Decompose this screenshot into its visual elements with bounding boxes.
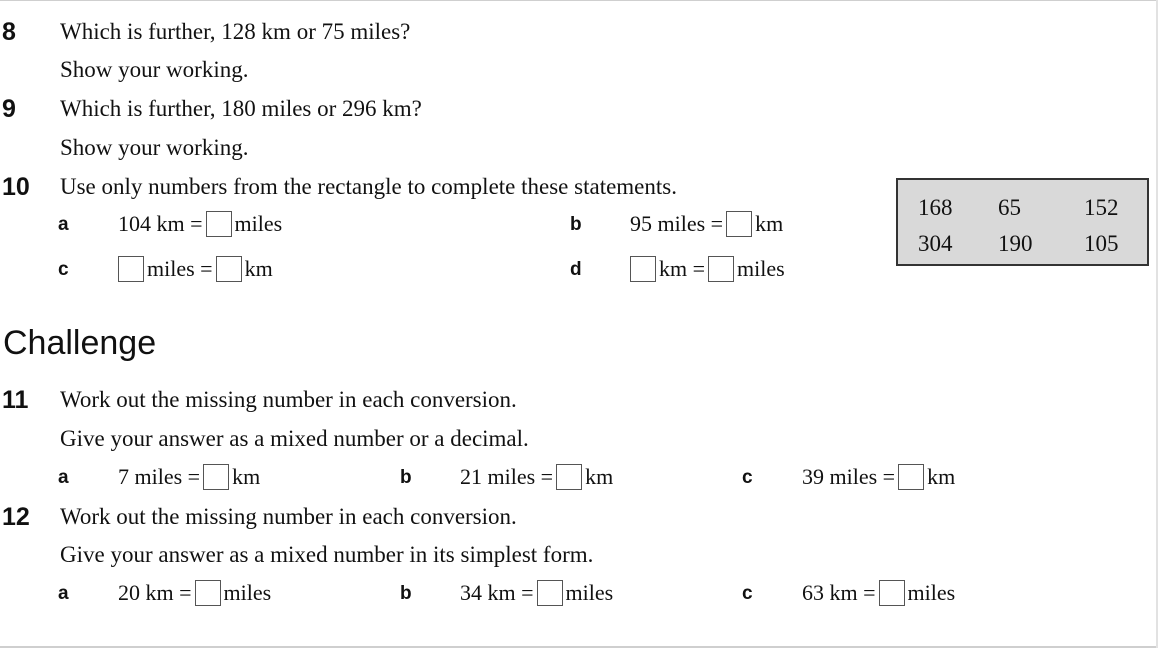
- part-left-text: 104 km =: [118, 211, 203, 236]
- question-8-number: 8: [2, 18, 16, 46]
- question-10-text: Use only numbers from the rectangle to complete these statements.: [60, 174, 677, 199]
- answer-box[interactable]: [216, 256, 242, 282]
- rectangle-number: 190: [998, 231, 1033, 256]
- part-right-text: km: [232, 464, 261, 489]
- question-12c: [742, 580, 955, 606]
- question-9-number: 9: [2, 95, 16, 123]
- part-label: a: [58, 213, 69, 235]
- answer-box[interactable]: [195, 580, 221, 606]
- question-10b: [570, 211, 783, 237]
- part-right-text: km: [244, 256, 273, 281]
- part-label: a: [58, 466, 69, 488]
- question-9-instruction: Show your working.: [60, 135, 249, 160]
- part-left-text: 7 miles =: [118, 464, 201, 489]
- part-label: b: [400, 466, 412, 488]
- part-right-text: miles: [223, 580, 272, 605]
- question-10-number: 10: [2, 173, 30, 201]
- question-11-number: 11: [2, 386, 29, 414]
- answer-box[interactable]: [708, 256, 734, 282]
- question-10c: [58, 256, 273, 282]
- part-left-text: 20 km =: [118, 580, 192, 605]
- rectangle-number: 168: [918, 195, 953, 220]
- question-11-text: Work out the missing number in each conversion.: [60, 387, 517, 412]
- rectangle-number: 65: [998, 195, 1021, 220]
- part-right-text: miles: [907, 580, 956, 605]
- part-mid-text: miles =: [147, 256, 213, 281]
- top-border: [0, 0, 1158, 1]
- rectangle-number: 304: [918, 231, 953, 256]
- part-mid-text: km =: [659, 256, 706, 281]
- part-label: a: [58, 582, 69, 604]
- part-label: b: [400, 582, 412, 604]
- question-8-instruction: Show your working.: [60, 57, 249, 82]
- part-right-text: miles: [737, 256, 785, 281]
- part-left-text: 21 miles =: [460, 464, 554, 489]
- question-11b: [400, 464, 613, 490]
- answer-box[interactable]: [630, 256, 656, 282]
- question-10a: [58, 211, 282, 237]
- challenge-heading: Challenge: [3, 324, 157, 362]
- answer-box[interactable]: [206, 211, 232, 237]
- question-12-instruction: Give your answer as a mixed number in its simplest form.: [60, 542, 594, 567]
- part-label: c: [742, 582, 753, 604]
- question-11a: [58, 464, 260, 490]
- part-right-text: miles: [234, 211, 283, 236]
- part-right-text: miles: [565, 580, 614, 605]
- rectangle-number: 152: [1084, 195, 1119, 220]
- answer-box[interactable]: [879, 580, 905, 606]
- question-12-number: 12: [2, 503, 30, 531]
- question-10d: [570, 256, 785, 282]
- part-left-text: 34 km =: [460, 580, 534, 605]
- question-12a: [58, 580, 271, 606]
- answer-box[interactable]: [537, 580, 563, 606]
- part-right-text: km: [585, 464, 614, 489]
- question-12-text: Work out the missing number in each conversion.: [60, 504, 517, 529]
- answer-box[interactable]: [118, 256, 144, 282]
- part-label: c: [742, 466, 753, 488]
- part-label: d: [570, 258, 582, 280]
- part-right-text: km: [755, 211, 784, 236]
- part-left-text: 63 km =: [802, 580, 876, 605]
- question-11c: [742, 464, 955, 490]
- question-9-text: Which is further, 180 miles or 296 km?: [60, 96, 422, 121]
- part-right-text: km: [927, 464, 956, 489]
- number-rectangle: [896, 178, 1149, 266]
- answer-box[interactable]: [556, 464, 582, 490]
- question-12b: [400, 580, 613, 606]
- answer-box[interactable]: [726, 211, 752, 237]
- part-label: b: [570, 213, 582, 235]
- rectangle-number: 105: [1084, 231, 1119, 256]
- answer-box[interactable]: [898, 464, 924, 490]
- part-left-text: 39 miles =: [802, 464, 896, 489]
- part-left-text: 95 miles =: [630, 211, 724, 236]
- question-11-instruction: Give your answer as a mixed number or a decimal.: [60, 426, 529, 451]
- question-8-text: Which is further, 128 km or 75 miles?: [60, 19, 411, 44]
- part-label: c: [58, 258, 69, 280]
- answer-box[interactable]: [203, 464, 229, 490]
